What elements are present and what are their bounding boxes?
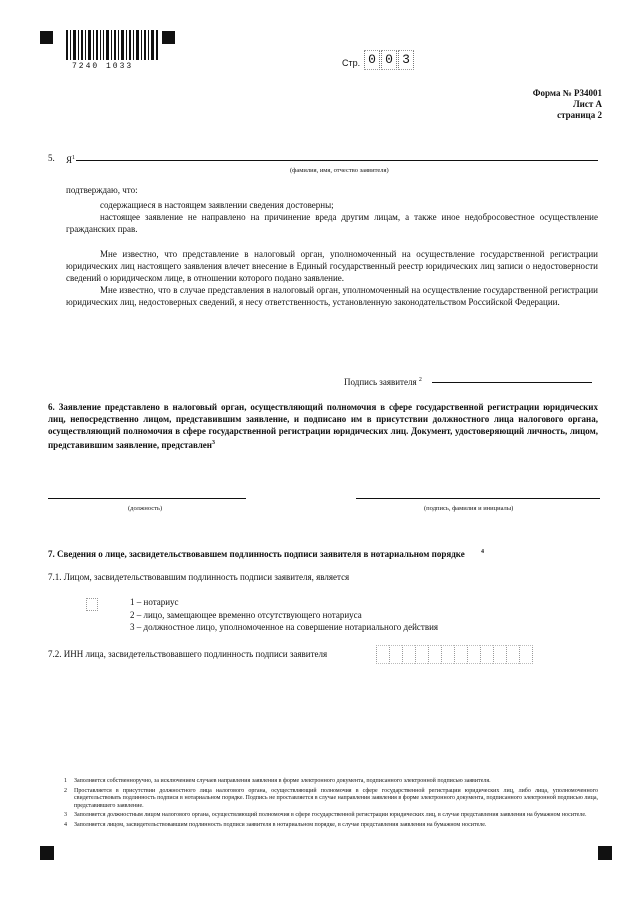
question-7-2: 7.2. ИНН лица, засвидетельствовавшего подлинность подписи заявителя bbox=[48, 649, 328, 659]
question-7-1: 7.1. Лицом, засвидетельствовавшим подлинность подписи заявителя, является bbox=[48, 572, 350, 582]
official-signature-field[interactable] bbox=[356, 498, 600, 499]
footnote-text: Заполняется должностным лицом налогового органа, осуществляющий полномочия в сфере государственной регистрации юридических лиц, в случае представления заявления на бумажном носителе. bbox=[74, 812, 587, 818]
footnote bbox=[64, 812, 598, 820]
footnote-number: 3 bbox=[64, 812, 67, 818]
section7-title-text: 7. Сведения о лице, засвидетельствовавшем подлинность подписи заявителя в нотариальном порядке bbox=[48, 549, 465, 559]
applicant-name-field[interactable] bbox=[76, 160, 598, 161]
signature-label bbox=[344, 374, 422, 388]
option-2: 2 – лицо, замещающее временно отсутствующего нотариуса bbox=[130, 609, 362, 620]
notary-type-checkbox[interactable] bbox=[86, 598, 98, 611]
footnote-mark: 3 bbox=[211, 440, 215, 446]
position-caption: (должность) bbox=[128, 505, 163, 512]
footnote-mark: 2 bbox=[418, 377, 422, 383]
page-digit[interactable]: 0 bbox=[381, 50, 397, 70]
section5-number: 5. bbox=[48, 153, 55, 163]
sheet-label: Лист А bbox=[572, 99, 602, 109]
section5-label-text: Я bbox=[66, 155, 73, 165]
footnotes bbox=[64, 778, 598, 829]
fio-caption: (подпись, фамилия и инициалы) bbox=[424, 505, 514, 512]
page-digit[interactable]: 0 bbox=[364, 50, 380, 70]
footnote-text: Проставляется в присутствии должностного лица налогового органа, осуществляющий полномочия в сфере государственной регистрации юридических лиц, либо лица, уполномоченного свидетельствовать подлинность подписи в нотариальном порядке. Подпись не проставляется в случае направления заявления в форме электронного документа, подписанного электронной подписью лица, представившего заявление. bbox=[74, 787, 598, 809]
inn-cells[interactable] bbox=[376, 645, 533, 664]
footnote-mark: 4 bbox=[480, 549, 484, 555]
footnote bbox=[64, 778, 598, 786]
section6-body: 6. Заявление представлено в налоговый орган, осуществляющий полномочия в сфере государственной регистрации юридических лиц, непосредственно лицом, представившим заявление, и подписано им в присутствии должностного лица налогового органа, осуществляющий полномочия в сфере государственной регистрации юридических лиц. Документ, удостоверяющий личность, лицом, представившим заявление, представлен bbox=[48, 402, 598, 450]
footnote bbox=[64, 788, 598, 811]
section7-title bbox=[48, 546, 484, 560]
footnote-text: Заполняется собственноручно, за исключением случаев направления заявления в форме электронного документа, подписанного электронной подписью заявителя. bbox=[74, 778, 491, 784]
barcode-icon bbox=[66, 30, 158, 60]
footnote-number: 1 bbox=[64, 778, 67, 784]
footnote-text: Заполняется лицом, засвидетельствовавшим подлинность подписи заявителя в нотариальном порядке, в случае представления заявления на бумажном носителе. bbox=[74, 821, 487, 828]
footnote-number: 2 bbox=[64, 787, 67, 794]
footnote bbox=[64, 822, 598, 830]
notary-type-options bbox=[130, 596, 438, 634]
footnote-number: 4 bbox=[64, 821, 67, 828]
form-header bbox=[533, 88, 602, 121]
page-number-cells bbox=[364, 50, 415, 70]
option-1: 1 – нотариус bbox=[130, 597, 179, 607]
barcode-number: 7240 1033 bbox=[72, 62, 134, 71]
option-3: 3 – должностное лицо, уполномоченное на совершение нотариального действия bbox=[130, 622, 439, 632]
form-title: Форма № Р34001 bbox=[532, 88, 602, 98]
page-digit[interactable]: 3 bbox=[398, 50, 414, 70]
signature-label-text: Подпись заявителя bbox=[344, 377, 417, 387]
registration-mark-bottom-right bbox=[598, 846, 612, 860]
page-label: Стр. bbox=[342, 58, 361, 68]
registration-mark-top-right bbox=[162, 31, 175, 44]
confirm-text: подтверждаю, что: bbox=[66, 185, 138, 195]
confirm-item-1: содержащиеся в настоящем заявлении сведения достоверны; bbox=[100, 200, 334, 210]
page-sublabel: страница 2 bbox=[557, 110, 602, 120]
position-field[interactable] bbox=[48, 498, 246, 499]
signature-field[interactable] bbox=[432, 382, 592, 383]
confirm-item-2: настоящее заявление не направлено на причинение вреда другим лицам, а также иное недобросовестное осуществление гражданских прав. bbox=[66, 212, 598, 234]
paragraph-2: Мне известно, что в случае представления в налоговый орган, уполномоченный на осуществление государственной регистрации юридических лиц, недостоверных сведений, я несу ответственность, установленную законодательством Российской Федерации. bbox=[66, 285, 598, 307]
paragraph-1: Мне известно, что представление в налоговый орган, уполномоченный на осуществление государственной регистрации юридических лиц настоящего заявления влечет внесение в Единый государственный реестр юридических лиц записи о недостоверности сведений о юридическом лице, в отношении которого подано заявление. bbox=[66, 249, 598, 283]
section6-text bbox=[48, 401, 598, 451]
registration-mark-top-left bbox=[40, 31, 53, 44]
section5-label bbox=[66, 152, 75, 166]
footnote-mark: 1 bbox=[72, 155, 76, 161]
registration-mark-bottom-left bbox=[40, 846, 54, 860]
name-caption: (фамилия, имя, отчество заявителя) bbox=[290, 167, 389, 174]
